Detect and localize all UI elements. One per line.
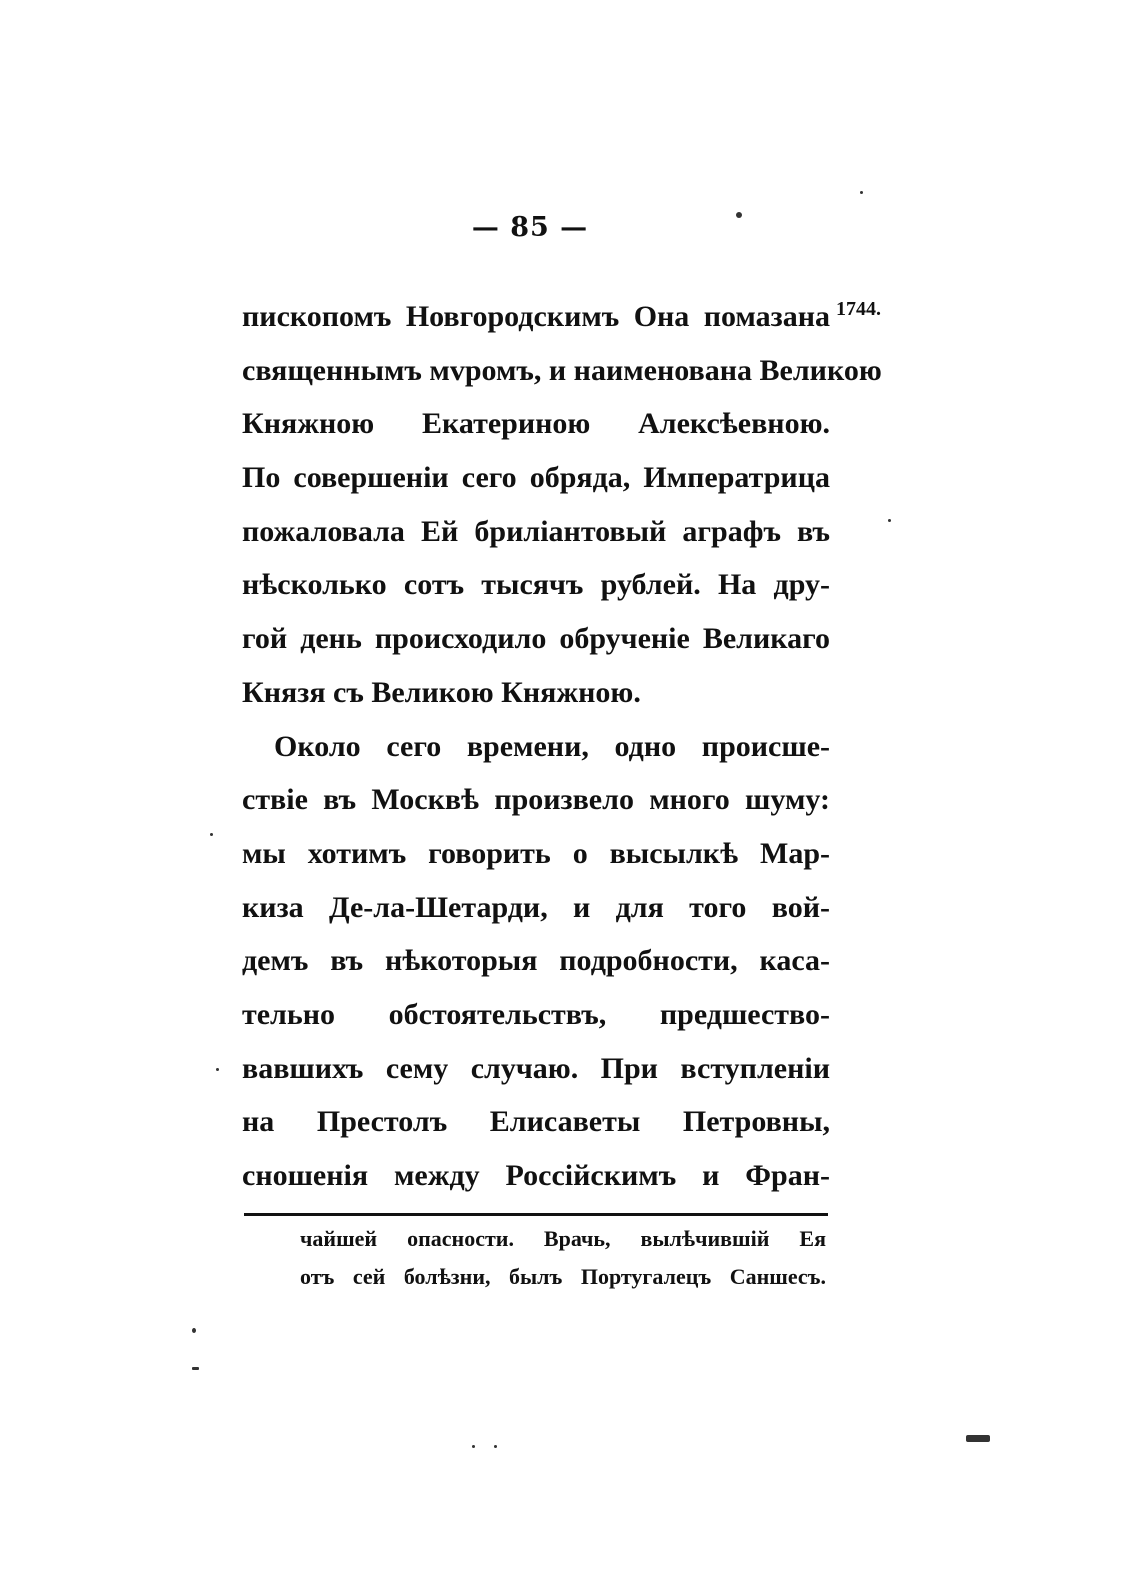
scan-speck bbox=[888, 519, 891, 522]
text-line: священнымъ мvромъ, и наименована Великою bbox=[242, 353, 882, 387]
margin-year-note: 1744. bbox=[836, 298, 881, 320]
scan-speck bbox=[860, 191, 863, 194]
text-line: мы хотимъ говорить о высылкѣ Мар- bbox=[242, 836, 830, 870]
text-line: киза Де-ла-Шетарди, и для того вой- bbox=[242, 890, 830, 924]
text-line: нѣсколько сотъ тысячъ рублей. На дру- bbox=[242, 568, 830, 602]
text-line: ствіе въ Москвѣ произвело много шуму: bbox=[242, 783, 830, 817]
scan-speck bbox=[210, 833, 213, 836]
scan-speck bbox=[472, 1445, 475, 1448]
text-line: тельно обстоятельствъ, предшество- bbox=[242, 997, 830, 1031]
text-line: Княжною Екатериною Алексѣевною. bbox=[242, 407, 830, 441]
text-line: демъ въ нѣкоторыя подробности, каса- bbox=[242, 944, 830, 978]
text-line: Князя съ Великою Княжною. bbox=[242, 675, 641, 709]
footnote bbox=[300, 1220, 826, 1296]
text-line: пископомъ Новгородскимъ Она помазана bbox=[242, 300, 830, 333]
text-line: По совершеніи сего обряда, Императрица bbox=[242, 461, 830, 495]
page-number: — 85 — bbox=[471, 212, 589, 243]
footnote-line: отъ сей болѣзни, былъ Португалецъ Саншесъ. bbox=[300, 1264, 826, 1289]
text-line: вавшихъ сему случаю. При вступленіи bbox=[242, 1051, 830, 1085]
scan-speck bbox=[966, 1435, 990, 1442]
scan-speck bbox=[192, 1328, 196, 1333]
text-line: гой день происходило обрученіе Великаго bbox=[242, 622, 830, 656]
scan-speck bbox=[192, 1367, 199, 1370]
scan-speck bbox=[216, 1068, 219, 1071]
scan-speck bbox=[494, 1445, 497, 1448]
footnote-line: чайшей опасности. Врачь, вылѣчившій Ея bbox=[300, 1226, 826, 1251]
footnote-rule bbox=[244, 1213, 828, 1216]
text-line: пожаловала Ей бриліантовый аграфъ въ bbox=[242, 514, 830, 548]
text-line: на Престолъ Елисаветы Петровны, bbox=[242, 1105, 830, 1139]
text-line: Около сего времени, одно происше- bbox=[274, 729, 830, 763]
text-line: сношенія между Россійскимъ и Фран- bbox=[242, 1159, 830, 1192]
scan-speck bbox=[736, 212, 742, 218]
